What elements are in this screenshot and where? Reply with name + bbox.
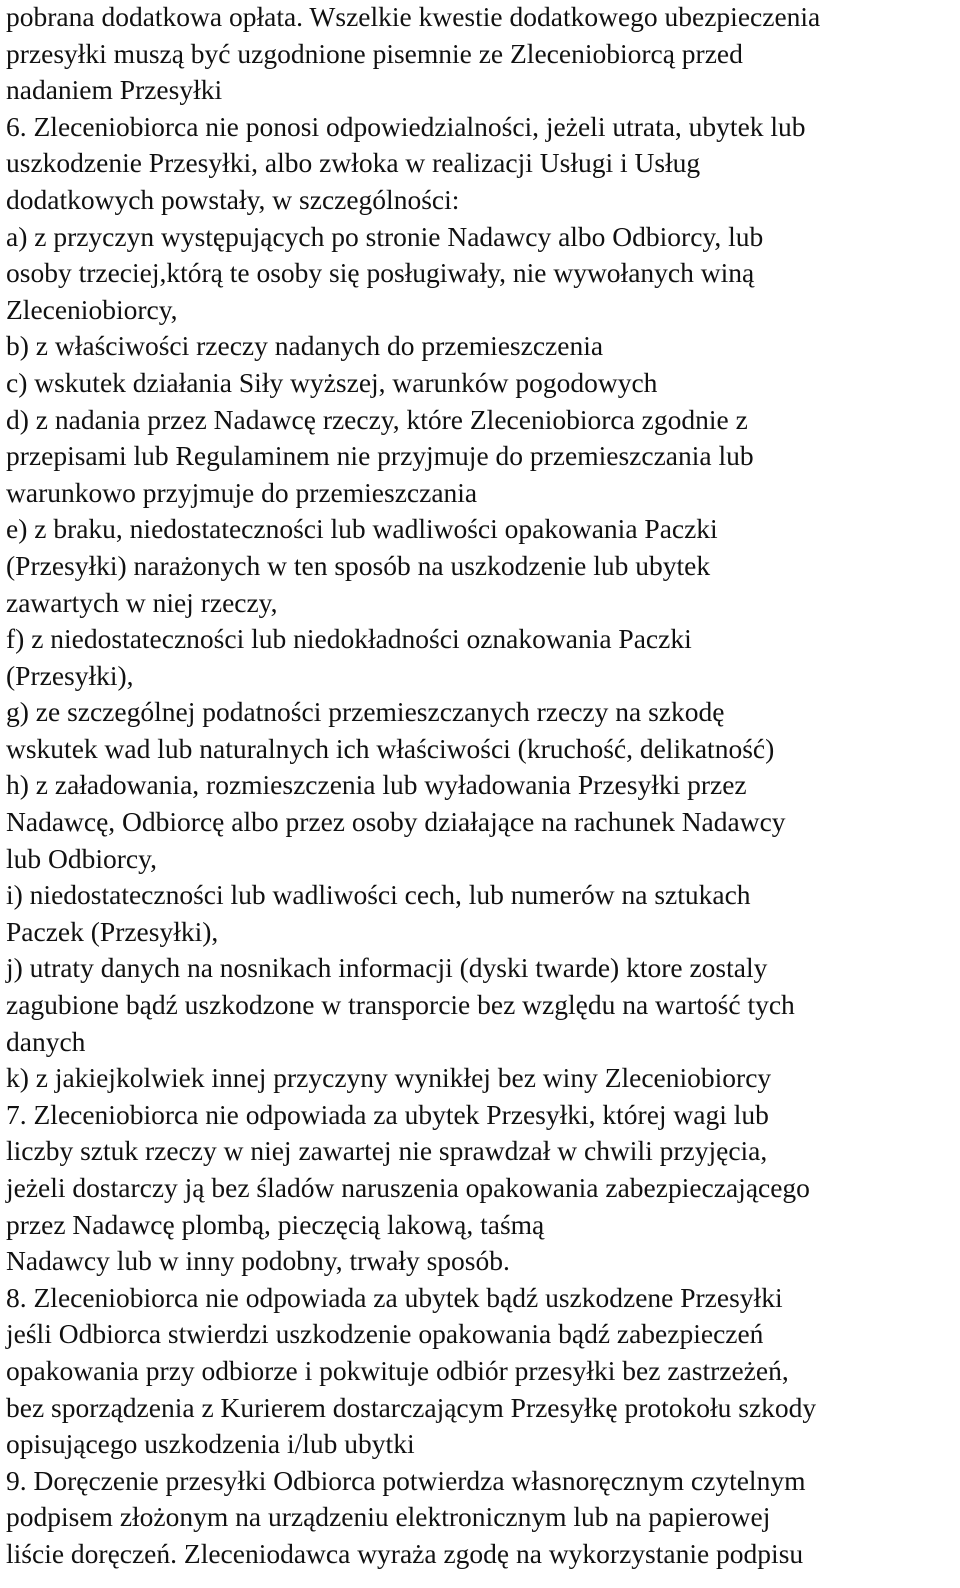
text-line: k) z jakiejkolwiek innej przyczyny wynikłej bez winy Zleceniobiorcy xyxy=(6,1062,772,1094)
text-line: 8. Zleceniobiorca nie odpowiada za ubytek bądź uszkodzene Przesyłki xyxy=(6,1281,783,1313)
text-line: 7. Zleceniobiorca nie odpowiada za ubytek Przesyłki, której wagi lub xyxy=(6,1098,769,1130)
text-line: e) z braku, niedostateczności lub wadliwości opakowania Paczki xyxy=(6,513,718,545)
text-line: przez Nadawcę plombą, pieczęcią lakową, taśmą xyxy=(6,1208,545,1240)
text-line: opakowania przy odbiorze i pokwituje odbiór przesyłki bez zastrzeżeń, xyxy=(6,1354,789,1386)
text-line: Zleceniobiorcy, xyxy=(6,293,178,325)
text-line: f) z niedostateczności lub niedokładności oznakowania Paczki xyxy=(6,623,692,655)
text-line: lub Odbiorcy, xyxy=(6,842,157,874)
text-line: pobrana dodatkowa opłata. Wszelkie kwestie dodatkowego ubezpieczenia xyxy=(6,1,821,32)
text-line: podpisem złożonym na urządzeniu elektronicznym lub na papierowej xyxy=(6,1501,771,1533)
text-line: c) wskutek działania Siły wyższej, warunków pogodowych xyxy=(6,366,658,398)
text-line: liście doręczeń. Zleceniodawca wyraża zgodę na wykorzystanie podpisu xyxy=(6,1537,804,1569)
text-line: h) z załadowania, rozmieszczenia lub wyładowania Przesyłki przez xyxy=(6,769,747,801)
text-line: Nadawcę, Odbiorcę albo przez osoby działające na rachunek Nadawcy xyxy=(6,806,786,838)
text-line: uszkodzenie Przesyłki, albo zwłoka w realizacji Usługi i Usług xyxy=(6,147,701,179)
text-line: g) ze szczególnej podatności przemieszczanych rzeczy na szkodę xyxy=(6,696,725,728)
text-line: wskutek wad lub naturalnych ich właściwości (kruchość, delikatność) xyxy=(6,732,775,764)
text-line: j) utraty danych na nosnikach informacji (dyski twarde) ktore zostaly xyxy=(6,952,768,984)
text-line: dodatkowych powstały, w szczególności: xyxy=(6,183,460,215)
text-line: danych xyxy=(6,1025,86,1057)
text-line: liczby sztuk rzeczy w niej zawartej nie sprawdzał w chwili przyjęcia, xyxy=(6,1135,768,1167)
text-line: opisującego uszkodzenia i/lub ubytki xyxy=(6,1428,415,1460)
text-line: i) niedostateczności lub wadliwości cech, lub numerów na sztukach xyxy=(6,879,751,911)
text-line: 6. Zleceniobiorca nie ponosi odpowiedzialności, jeżeli utrata, ubytek lub xyxy=(6,110,806,142)
text-line: Nadawcy lub w inny podobny, trwały sposób. xyxy=(6,1245,510,1277)
text-line: zagubione bądź uszkodzone w transporcie bez względu na wartość tych xyxy=(6,989,795,1021)
text-line: b) z właściwości rzeczy nadanych do przemieszczenia xyxy=(6,330,604,362)
document-page xyxy=(6,0,956,1573)
text-line: (Przesyłki) narażonych w ten sposób na uszkodzenie lub ubytek xyxy=(6,549,711,581)
text-line: przesyłki muszą być uzgodnione pisemnie ze Zleceniobiorcą przed xyxy=(6,37,743,69)
text-line: osoby trzeciej,którą te osoby się posługiwały, nie wywołanych winą xyxy=(6,257,755,289)
text-line: jeśli Odbiorca stwierdzi uszkodzenie opakowania bądź zabezpieczeń xyxy=(6,1318,764,1350)
text-line: przepisami lub Regulaminem nie przyjmuje do przemieszczania lub xyxy=(6,440,754,472)
text-line: (Przesyłki), xyxy=(6,659,134,691)
text-line: warunkowo przyjmuje do przemieszczania xyxy=(6,476,478,508)
text-line: nadaniem Przesyłki xyxy=(6,74,223,106)
text-line: Paczek (Przesyłki), xyxy=(6,915,219,947)
text-line: d) z nadania przez Nadawcę rzeczy, które Zleceniobiorca zgodnie z xyxy=(6,403,748,435)
text-line: zawartych w niej rzeczy, xyxy=(6,586,278,618)
text-line: 9. Doręczenie przesyłki Odbiorca potwierdza własnoręcznym czytelnym xyxy=(6,1464,806,1496)
text-line: a) z przyczyn występujących po stronie Nadawcy albo Odbiorcy, lub xyxy=(6,220,764,252)
text-line: bez sporządzenia z Kurierem dostarczającym Przesyłkę protokołu szkody xyxy=(6,1391,817,1423)
text-line: jeżeli dostarczy ją bez śladów naruszenia opakowania zabezpieczającego xyxy=(6,1172,810,1203)
